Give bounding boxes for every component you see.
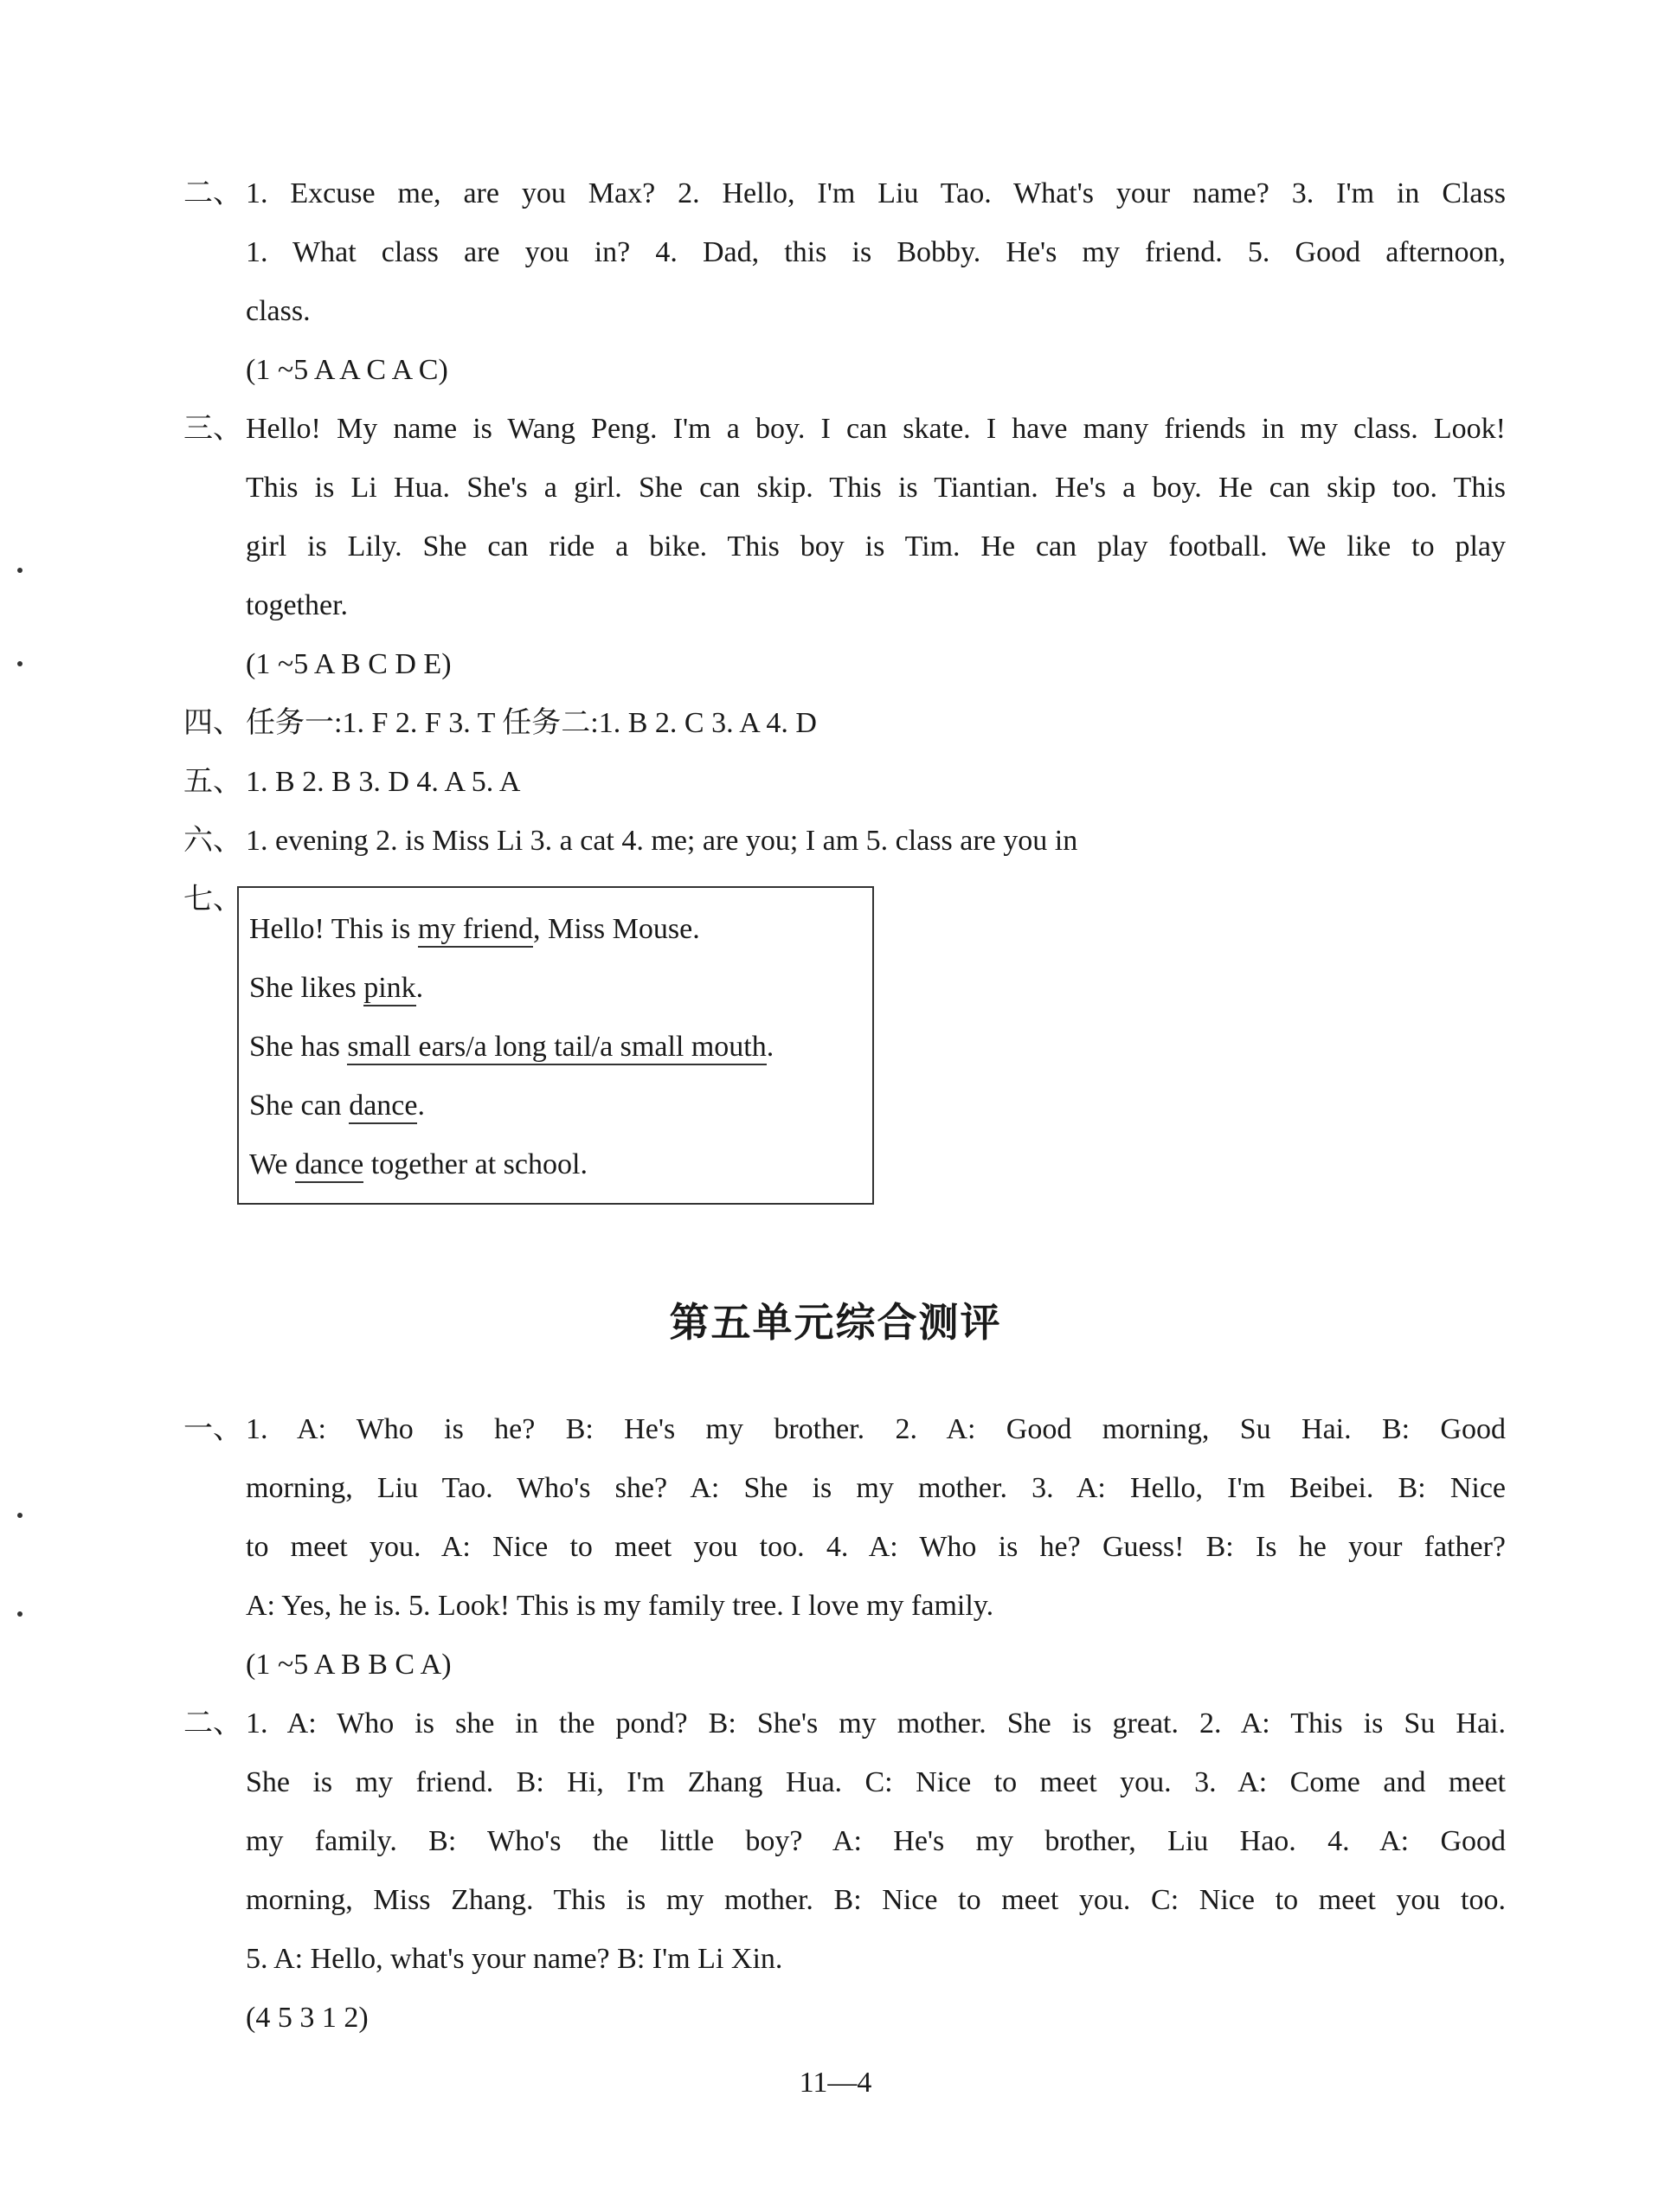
text-line: together. [246, 589, 349, 621]
text-line: to meet you. A: Nice to meet you too. 4. A: Who is he? Guess! B: Is he your father? [246, 1531, 1506, 1563]
text: . [415, 972, 424, 1004]
text-line: Hello! My name is Wang Peng. I'm a boy. I can skate. I have many friends in my class. Look! [246, 413, 1506, 445]
section-marker: 二、 [183, 1707, 242, 1739]
text: She can [249, 1090, 350, 1122]
text-line: girl is Lily. She can ride a bike. This boy is Tim. He can play football. We like to play [246, 530, 1506, 563]
text: . [417, 1090, 425, 1122]
text-line: This is Li Hua. She's a girl. She can skip. This is Tiantian. He's a boy. He can skip too. This [246, 472, 1506, 504]
section-marker: 一、 [183, 1413, 242, 1445]
answer-line: (1 ~5 A B B C A) [246, 1649, 452, 1681]
text-line: my family. B: Who's the little boy? A: He's my brother, Liu Hao. 4. A: Good [246, 1825, 1506, 1857]
answer-line: (1 ~5 A A C A C) [246, 354, 448, 386]
section-5-answers: 1. B 2. B 3. D 4. A 5. A [246, 766, 521, 798]
text-line: 1. Excuse me, are you Max? 2. Hello, I'm Liu Tao. What's your name? 3. I'm in Class [246, 177, 1506, 209]
page-number: 11—4 [799, 2067, 872, 2099]
text-line: 1. What class are you in? 4. Dad, this is Bobby. He's my friend. 5. Good afternoon, [246, 236, 1506, 268]
binding-mark [17, 661, 22, 666]
text: She likes [249, 972, 364, 1004]
answer-line: (1 ~5 A B C D E) [246, 648, 452, 680]
underlined-answer: small ears/a long tail/a small mouth [347, 1031, 766, 1065]
text-line: A: Yes, he is. 5. Look! This is my family tree. I love my family. [246, 1590, 994, 1622]
section-marker: 二、 [183, 177, 242, 209]
binding-mark [17, 1611, 22, 1617]
section-4-answers: 任务一:1. F 2. F 3. T 任务二:1. B 2. C 3. A 4. D [246, 707, 817, 739]
text: , Miss Mouse. [533, 913, 700, 945]
binding-mark [17, 1513, 22, 1518]
underlined-answer: my friend [418, 913, 533, 948]
text: We [249, 1148, 295, 1180]
section-6-answers: 1. evening 2. is Miss Li 3. a cat 4. me; are you; I am 5. class are you in [246, 825, 1078, 857]
underlined-answer: dance [295, 1148, 363, 1183]
writing-line-1 [249, 912, 700, 947]
underlined-answer: pink [363, 972, 415, 1006]
section-marker: 三、 [183, 413, 242, 445]
writing-line-2 [249, 971, 423, 1006]
text: . [766, 1031, 774, 1063]
text-line: She is my friend. B: Hi, I'm Zhang Hua. C: Nice to meet you. 3. A: Come and meet [246, 1766, 1506, 1798]
text-line: 5. A: Hello, what's your name? B: I'm Li Xin. [246, 1943, 783, 1975]
section-marker: 六、 [183, 825, 242, 857]
binding-mark [17, 568, 22, 573]
text-line: 1. A: Who is she in the pond? B: She's my mother. She is great. 2. A: This is Su Hai. [246, 1707, 1506, 1739]
writing-line-4 [249, 1089, 425, 1123]
unit-heading: 第五单元综合测评 [669, 1301, 1002, 1345]
section-marker: 四、 [183, 707, 242, 739]
section-marker: 七、 [183, 884, 242, 916]
text-line: 1. A: Who is he? B: He's my brother. 2. A: Good morning, Su Hai. B: Good [246, 1413, 1506, 1445]
text: She has [249, 1031, 348, 1063]
writing-line-3 [249, 1030, 774, 1064]
text-line: class. [246, 295, 311, 327]
text-line: morning, Liu Tao. Who's she? A: She is my mother. 3. A: Hello, I'm Beibei. B: Nice [246, 1472, 1506, 1504]
underlined-answer: dance [349, 1090, 417, 1124]
text-line: morning, Miss Zhang. This is my mother. B: Nice to meet you. C: Nice to meet you too. [246, 1884, 1506, 1916]
section-marker: 五、 [183, 766, 242, 798]
text: Hello! This is [249, 913, 418, 945]
text: together at school. [363, 1148, 588, 1180]
answer-line: (4 5 3 1 2) [246, 2002, 369, 2034]
writing-line-5 [249, 1148, 588, 1182]
